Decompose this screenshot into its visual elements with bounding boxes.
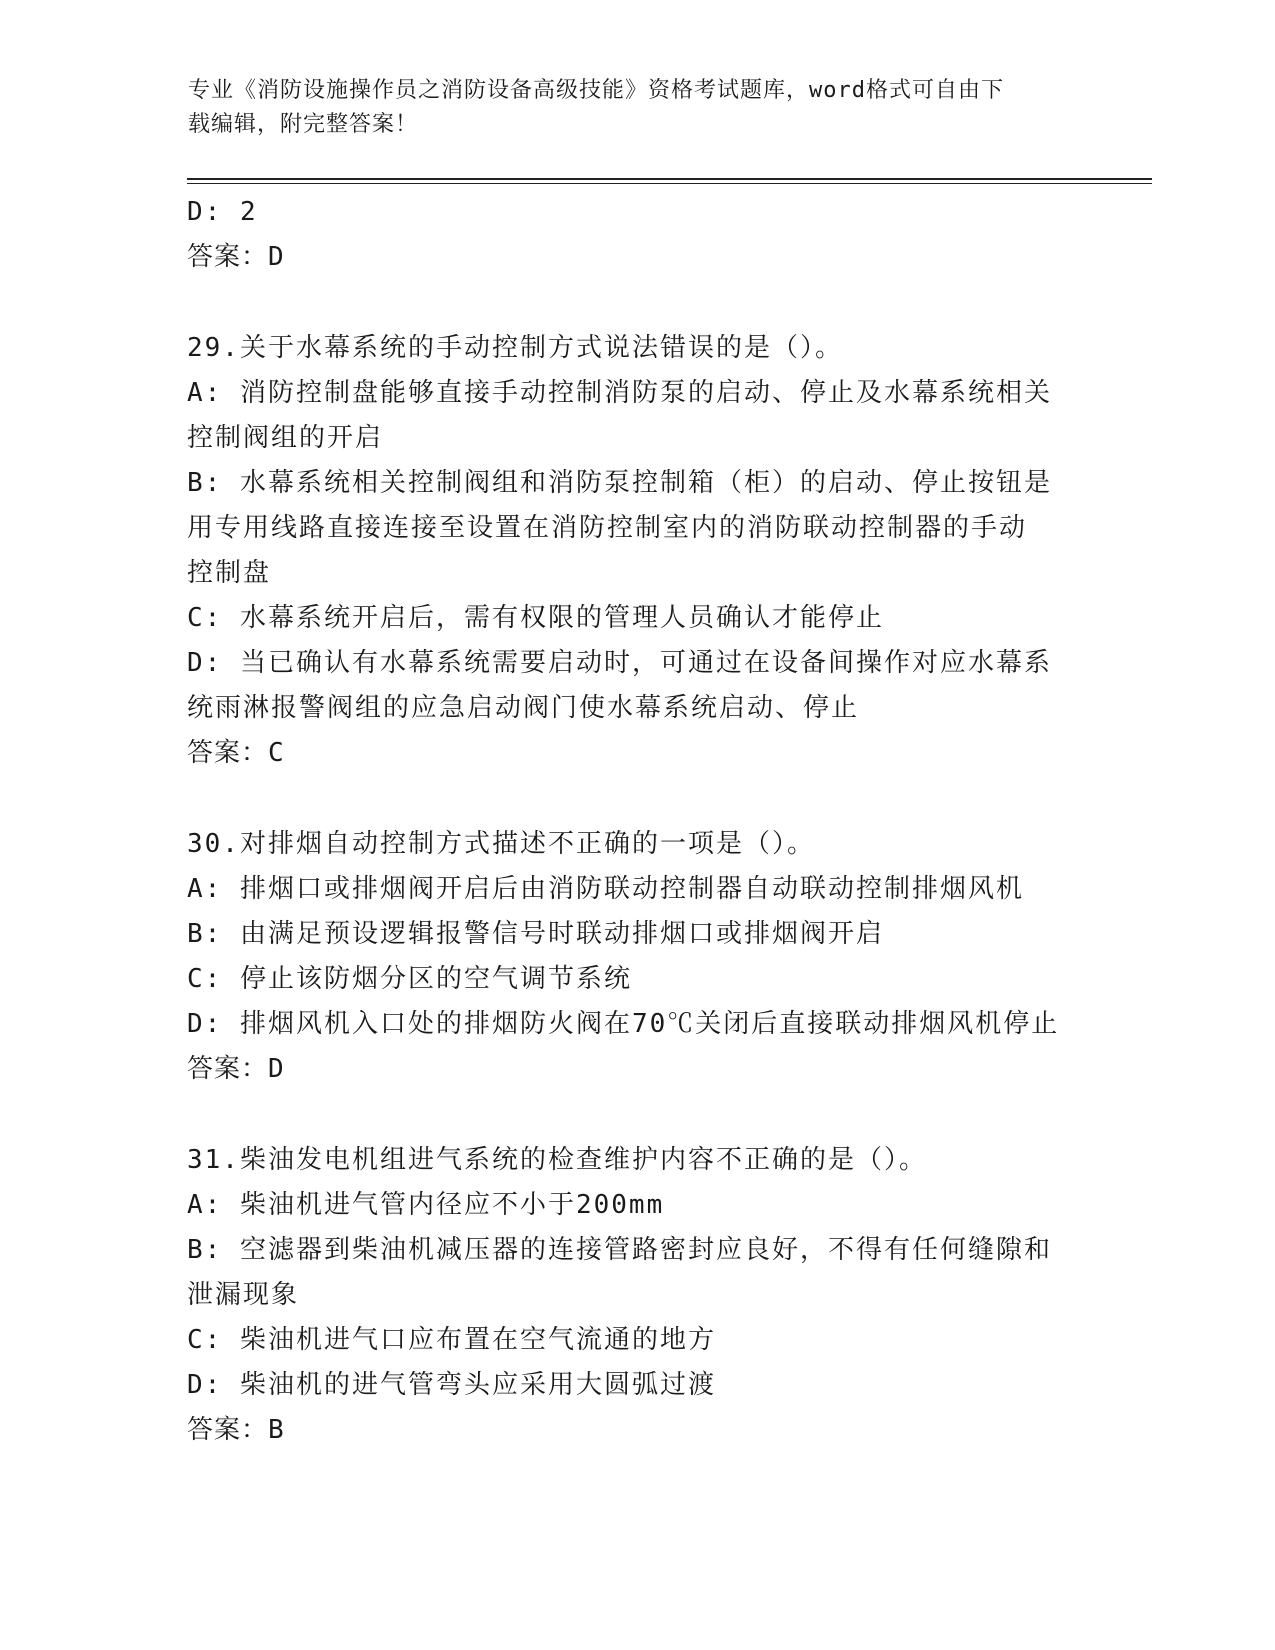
question-30 (187, 822, 1087, 1092)
carry-over-answer (187, 235, 1087, 280)
question-stem: 29.关于水幕系统的手动控制方式说法错误的是（）。 (187, 333, 843, 363)
header-divider-thin (187, 183, 1152, 184)
option-line: 控制阀组的开启 (187, 423, 384, 453)
option-line: B: 由满足预设逻辑报警信号时联动排烟口或排烟阀开启 (187, 919, 884, 949)
answer-value: D (268, 1054, 286, 1084)
answer (187, 731, 1087, 776)
question-content (187, 190, 1087, 1499)
option-line: A: 柴油机进气管内径应不小于200mm (187, 1190, 665, 1220)
answer-label: 答案： (187, 738, 269, 768)
option-line: B: 水幕系统相关控制阀组和消防泵控制箱（柜）的启动、停止按钮是 (187, 468, 1052, 498)
question-31 (187, 1138, 1087, 1453)
option-a (187, 867, 1087, 912)
answer-label: 答案： (187, 1054, 269, 1084)
answer (187, 1047, 1087, 1092)
question-29 (187, 326, 1087, 776)
option-b (187, 461, 1087, 596)
answer (187, 1408, 1087, 1453)
question-stem: 30.对排烟自动控制方式描述不正确的一项是（）。 (187, 829, 815, 859)
option-line: A: 排烟口或排烟阀开启后由消防联动控制器自动联动控制排烟风机 (187, 874, 1024, 904)
carry-over-option-d: D: 2 (187, 197, 258, 227)
option-line: D: 当已确认有水幕系统需要启动时，可通过在设备间操作对应水幕系 (187, 648, 1052, 678)
answer-value: C (268, 738, 286, 768)
header-divider-thick (187, 178, 1152, 180)
answer-label: 答案： (187, 1415, 269, 1445)
option-a (187, 371, 1087, 461)
option-c (187, 1318, 1087, 1363)
option-c (187, 957, 1087, 1002)
option-line: D: 柴油机的进气管弯头应采用大圆弧过渡 (187, 1370, 716, 1400)
option-b (187, 1228, 1087, 1318)
option-a (187, 1183, 1087, 1228)
option-b (187, 912, 1087, 957)
option-line: B: 空滤器到柴油机减压器的连接管路密封应良好，不得有任何缝隙和 (187, 1235, 1052, 1265)
option-line: C: 柴油机进气口应布置在空气流通的地方 (187, 1325, 716, 1355)
option-line: 控制盘 (187, 558, 272, 588)
option-line: A: 消防控制盘能够直接手动控制消防泵的启动、停止及水幕系统相关 (187, 378, 1052, 408)
answer-value: D (268, 242, 286, 272)
answer-label: 答案： (187, 242, 269, 272)
question-stem: 31.柴油发电机组进气系统的检查维护内容不正确的是（）。 (187, 1145, 927, 1175)
option-line: C: 水幕系统开启后，需有权限的管理人员确认才能停止 (187, 603, 884, 633)
option-line: 泄漏现象 (187, 1280, 300, 1310)
option-line: D: 排烟风机入口处的排烟防火阀在70℃关闭后直接联动排烟风机停止 (187, 1009, 1060, 1039)
option-line: 统雨淋报警阀组的应急启动阀门使水幕系统启动、停止 (187, 693, 860, 723)
option-c (187, 596, 1087, 641)
option-line: 用专用线路直接连接至设置在消防控制室内的消防联动控制器的手动 (187, 513, 1028, 543)
header-line-1: 专业《消防设施操作员之消防设备高级技能》资格考试题库，word格式可自由下 (188, 78, 1004, 103)
option-d (187, 1002, 1087, 1047)
header-line-2: 载编辑，附完整答案！ (188, 112, 419, 137)
option-line: C: 停止该防烟分区的空气调节系统 (187, 964, 632, 994)
option-d (187, 641, 1087, 731)
answer-value: B (268, 1415, 286, 1445)
document-header (188, 74, 1088, 142)
option-d (187, 1363, 1087, 1408)
